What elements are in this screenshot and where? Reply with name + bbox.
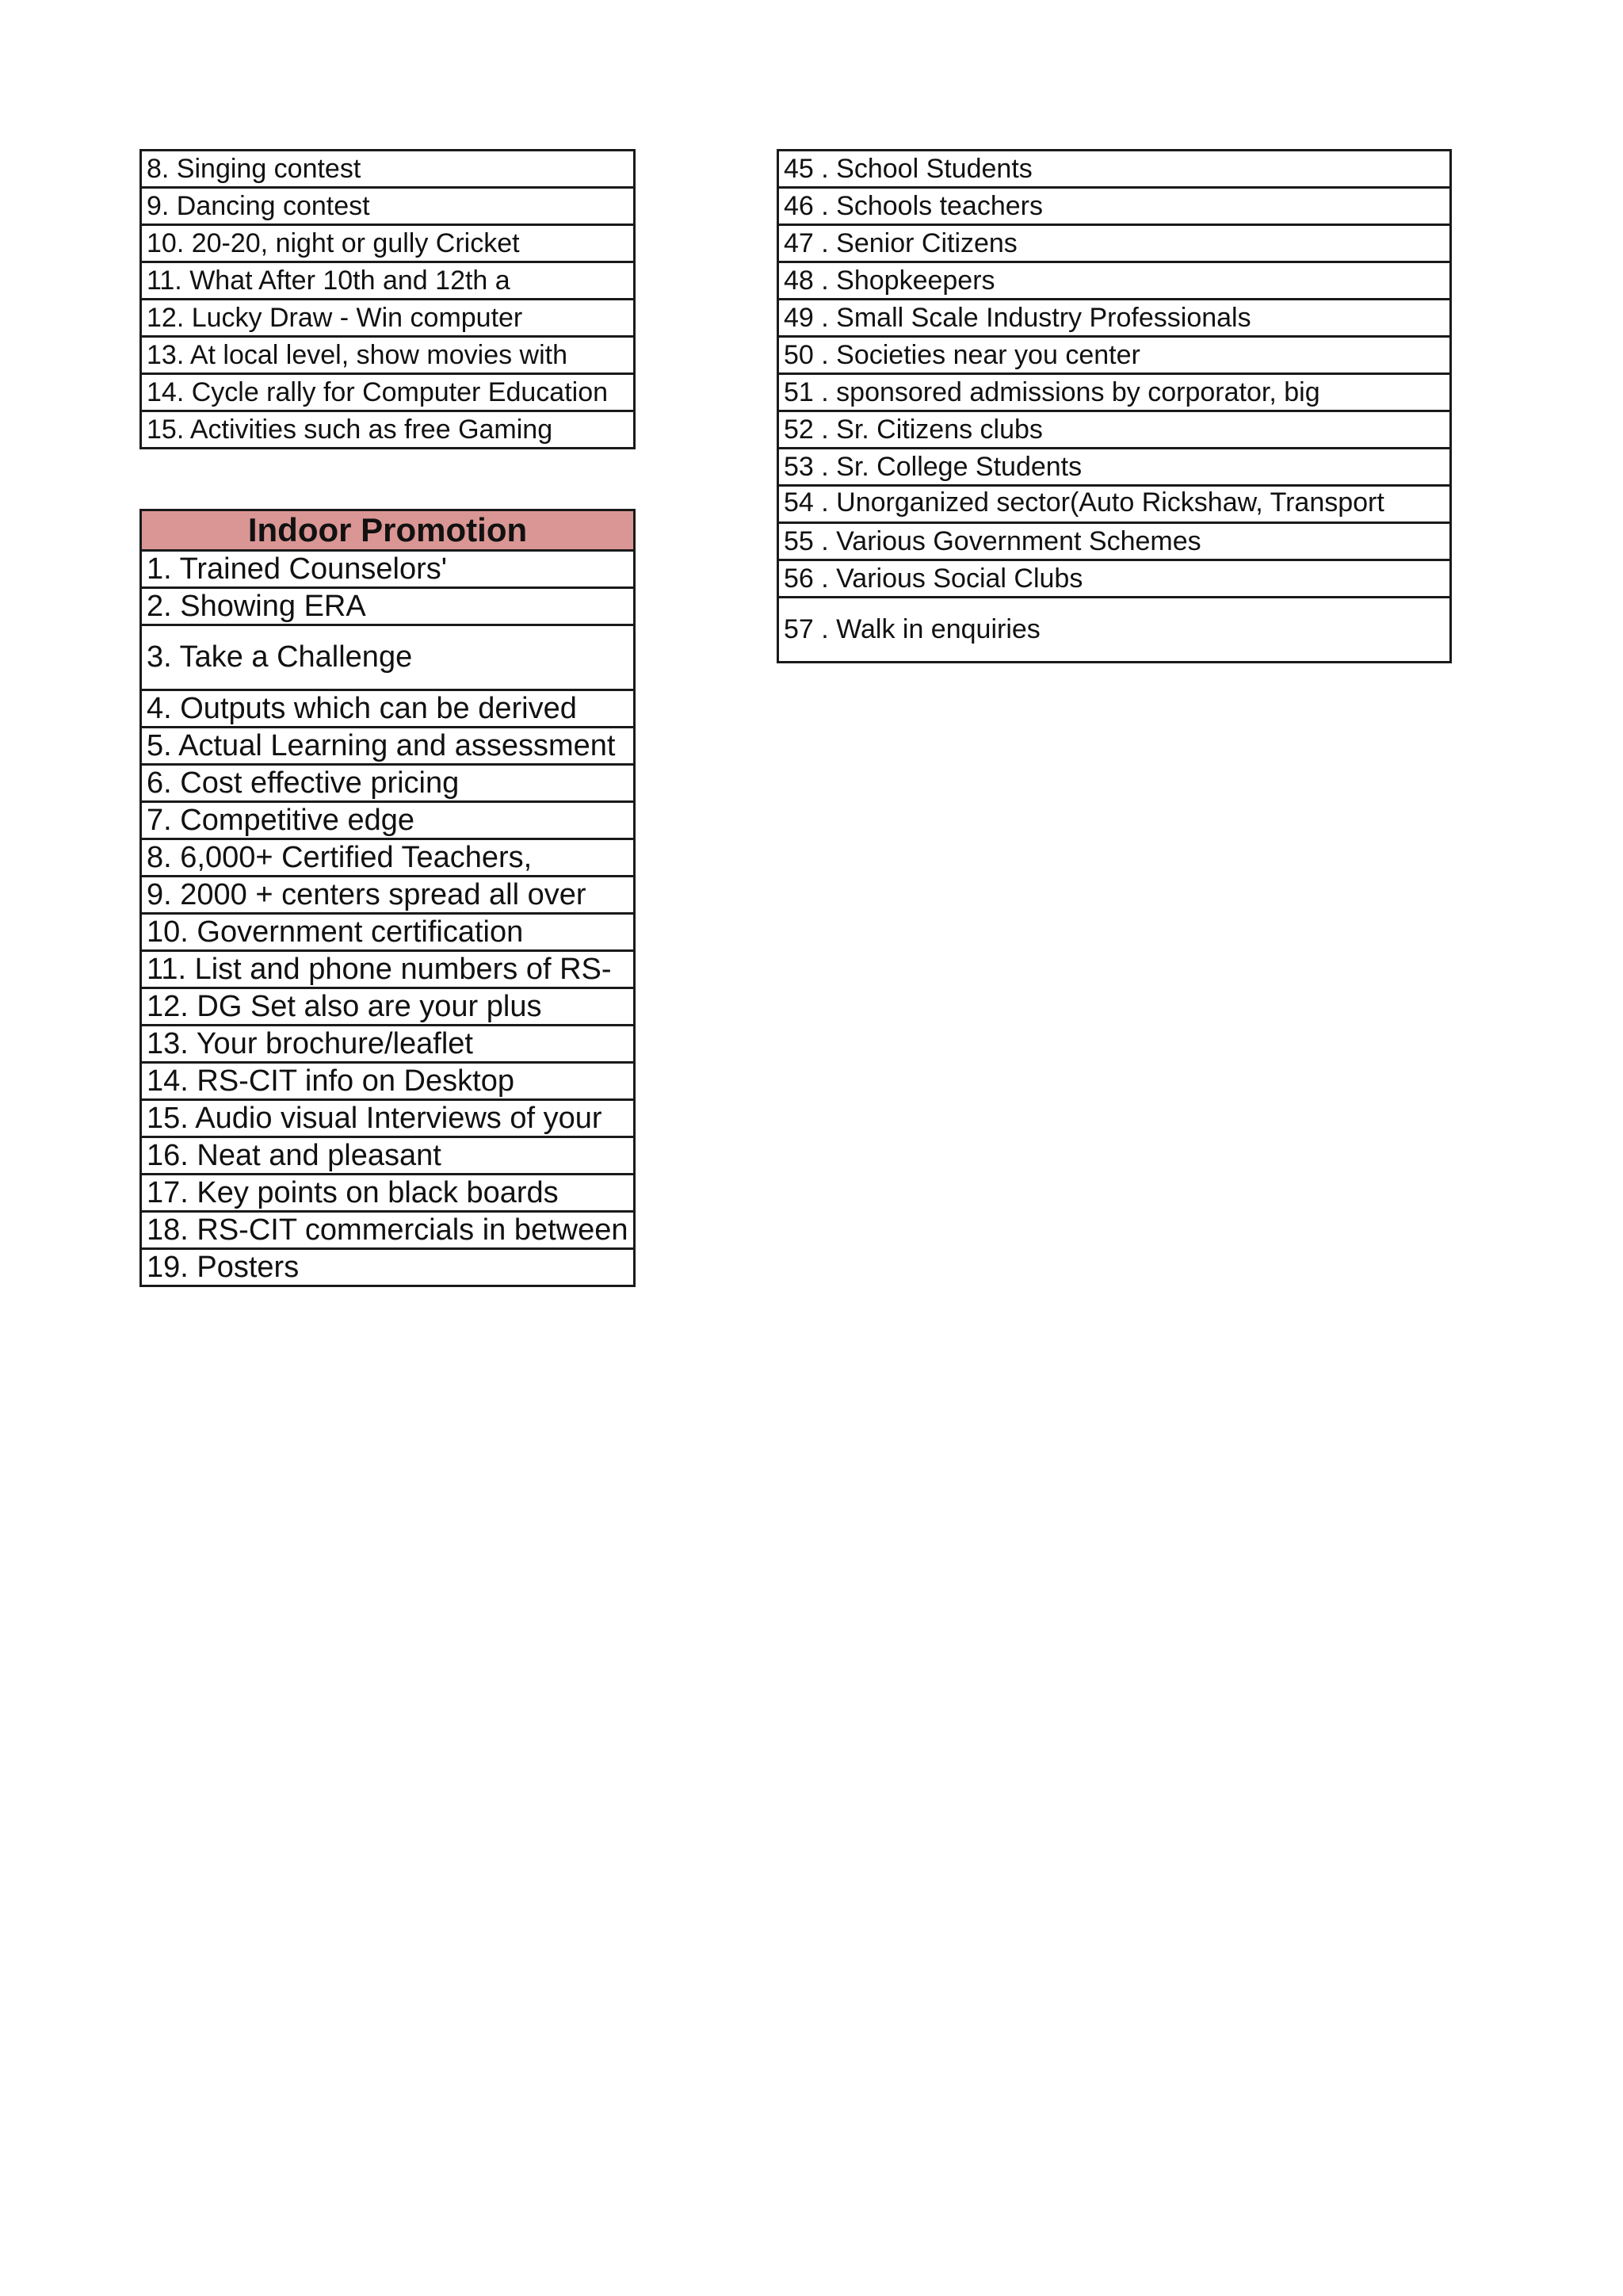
list-item: 56 . Various Social Clubs (778, 560, 1451, 598)
list-item: 9. 2000 + centers spread all over (141, 877, 635, 914)
list-item: 53 . Sr. College Students (778, 449, 1451, 486)
table-row (778, 225, 1451, 262)
list-item: 4. Outputs which can be derived (141, 690, 635, 728)
table-row (141, 411, 635, 449)
list-item: 12. DG Set also are your plus (141, 988, 635, 1026)
table-row (778, 560, 1451, 598)
list-item: 57 . Walk in enquiries (778, 598, 1451, 663)
table-row (141, 1212, 635, 1249)
table-row (778, 449, 1451, 486)
table-row (141, 988, 635, 1026)
table-header-row (141, 510, 635, 551)
table-row (141, 1249, 635, 1286)
table-row (778, 374, 1451, 411)
table-row (778, 262, 1451, 300)
outdoor-activities-table (139, 149, 636, 449)
list-item: 1. Trained Counselors' (141, 551, 635, 588)
list-item: 50 . Societies near you center (778, 337, 1451, 374)
list-item: 52 . Sr. Citizens clubs (778, 411, 1451, 449)
list-item: 19. Posters (141, 1249, 635, 1286)
list-item: 48 . Shopkeepers (778, 262, 1451, 300)
list-item: 9. Dancing contest (141, 188, 635, 225)
table-row (141, 1137, 635, 1175)
table-row (141, 337, 635, 374)
list-item: 10. Government certification (141, 914, 635, 951)
list-item: 10. 20-20, night or gully Cricket (141, 225, 635, 262)
table-row (141, 690, 635, 728)
table-row (141, 151, 635, 188)
list-item: 14. RS-CIT info on Desktop (141, 1063, 635, 1100)
list-item: 2. Showing ERA (141, 588, 635, 625)
list-item: 45 . School Students (778, 151, 1451, 188)
list-item: 11. List and phone numbers of RS- (141, 951, 635, 988)
table-row (141, 914, 635, 951)
list-item: 12. Lucky Draw - Win computer (141, 300, 635, 337)
table-row (141, 877, 635, 914)
table-row (141, 765, 635, 802)
list-item: 16. Neat and pleasant (141, 1137, 635, 1175)
table-row (778, 523, 1451, 560)
list-item: 15. Activities such as free Gaming (141, 411, 635, 449)
list-item: 11. What After 10th and 12th a (141, 262, 635, 300)
table-row (141, 625, 635, 690)
table-row (778, 151, 1451, 188)
table-row (141, 1100, 635, 1137)
list-item: 46 . Schools teachers (778, 188, 1451, 225)
table-row (141, 262, 635, 300)
list-item: 7. Competitive edge (141, 802, 635, 839)
table-row (778, 188, 1451, 225)
table-row (778, 300, 1451, 337)
target-groups-table (777, 149, 1452, 663)
table-row (778, 486, 1451, 523)
list-item: 47 . Senior Citizens (778, 225, 1451, 262)
table-row (141, 839, 635, 877)
table-row (141, 728, 635, 765)
list-item: 49 . Small Scale Industry Professionals (778, 300, 1451, 337)
table-row (141, 588, 635, 625)
list-item: 8. Singing contest (141, 151, 635, 188)
indoor-promotion-table (139, 509, 636, 1287)
table-row (141, 802, 635, 839)
table-row (778, 598, 1451, 663)
table-row (141, 225, 635, 262)
table-row (141, 551, 635, 588)
table-row (778, 337, 1451, 374)
table-row (141, 188, 635, 225)
list-item: 14. Cycle rally for Computer Education (141, 374, 635, 411)
indoor-promotion-title: Indoor Promotion (141, 510, 635, 551)
list-item: 17. Key points on black boards (141, 1175, 635, 1212)
list-item: 8. 6,000+ Certified Teachers, (141, 839, 635, 877)
table-row (141, 1063, 635, 1100)
table-row (141, 300, 635, 337)
list-item: 13. Your brochure/leaflet (141, 1026, 635, 1063)
table-row (141, 1175, 635, 1212)
table-row (778, 411, 1451, 449)
list-item: 51 . sponsored admissions by corporator, big (778, 374, 1451, 411)
list-item: 5. Actual Learning and assessment (141, 728, 635, 765)
list-item: 54 . Unorganized sector(Auto Rickshaw, Transport (778, 486, 1451, 523)
list-item: 3. Take a Challenge (141, 625, 635, 690)
table-row (141, 1026, 635, 1063)
list-item: 15. Audio visual Interviews of your (141, 1100, 635, 1137)
list-item: 6. Cost effective pricing (141, 765, 635, 802)
list-item: 18. RS-CIT commercials in between (141, 1212, 635, 1249)
table-row (141, 374, 635, 411)
list-item: 13. At local level, show movies with (141, 337, 635, 374)
table-row (141, 951, 635, 988)
list-item: 55 . Various Government Schemes (778, 523, 1451, 560)
